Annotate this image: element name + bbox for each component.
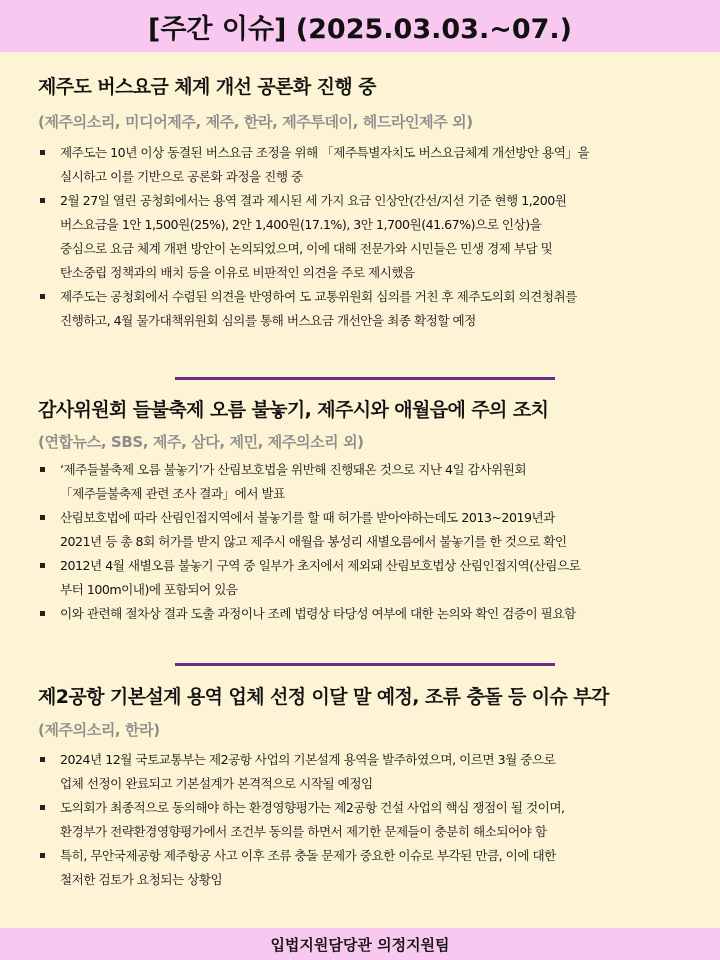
section-divider [175, 663, 555, 666]
footer-band [0, 928, 720, 960]
list-item: 도의회가 최종적으로 동의해야 하는 환경영향평가는 제2공항 건설 사업의 핵심 쟁점이 될 것이며, 환경부가 전략환경영향평가에서 조건부 동의를 하면서 제기한 문제들이 충분히 해소되어야 함 [38, 796, 698, 844]
section-3-bullets [38, 748, 698, 892]
list-item: 산림보호법에 따라 산림인접지역에서 불놓기를 할 때 허가를 받아야하는데도 2013~2019년과 2021년 등 총 8회 허가를 받지 않고 제주시 애월읍 봉성리 새별오름에서 불놓기를 한 것으로 확인 [38, 506, 698, 554]
section-3-source: (제주의소리, 한라) [38, 721, 160, 739]
section-3-title: 제2공항 기본설계 용역 업체 선정 이달 말 예정, 조류 충돌 등 이슈 부각 [38, 686, 609, 708]
list-item: 2월 27일 열린 공청회에서는 용역 결과 제시된 세 가지 요금 인상안(간선/지선 기준 현행 1,200원 버스요금을 1안 1,500원(25%), 2안 1,400원(17.1%), 3안 1,700원(41.67%)으로 인상)을 중심으로 요금 체계 개편 방안이 논의되었으며, 이에 대해 전문가와 시민들은 민생 경제 부담 및 탄소중립 정책과의 배치 등을 이유로 비판적인 의견을 주로 제시했음 [38, 189, 698, 285]
bullet-square-icon [40, 150, 45, 155]
bullet-square-icon [40, 611, 45, 616]
bullet-square-icon [40, 467, 45, 472]
section-2-bullets [38, 458, 698, 626]
bullet-square-icon [40, 853, 45, 858]
list-item: 2012년 4월 새별오름 불놓기 구역 중 일부가 초지에서 제외돼 산림보호법상 산림인접지역(산림으로 부터 100m이내)에 포함되어 있음 [38, 554, 698, 602]
bullet-square-icon [40, 563, 45, 568]
bullet-square-icon [40, 198, 45, 203]
page-title: [주간 이슈] (2025.03.03.~07.) [147, 13, 572, 45]
section-1-bullets [38, 141, 698, 333]
section-1-title: 제주도 버스요금 체계 개선 공론화 진행 중 [38, 76, 376, 98]
list-item: 제주도는 공청회에서 수렴된 의견을 반영하여 도 교통위원회 심의를 거친 후 제주도의회 의견청취를 진행하고, 4월 물가대책위원회 심의를 통해 버스요금 개선안을 최종 확정할 예정 [38, 285, 698, 333]
bullet-square-icon [40, 805, 45, 810]
bullet-square-icon [40, 515, 45, 520]
section-1-source: (제주의소리, 미디어제주, 제주, 한라, 제주투데이, 헤드라인제주 외) [38, 113, 473, 131]
section-2-source: (연합뉴스, SBS, 제주, 삼다, 제민, 제주의소리 외) [38, 433, 364, 451]
header-band [0, 0, 720, 52]
bullet-square-icon [40, 294, 45, 299]
bullet-square-icon [40, 757, 45, 762]
section-2-title: 감사위원회 들불축제 오름 불놓기, 제주시와 애월읍에 주의 조치 [38, 399, 549, 421]
list-item: 2024년 12월 국토교통부는 제2공항 사업의 기본설계 용역을 발주하였으며, 이르면 3월 중으로 업체 선정이 완료되고 기본설계가 본격적으로 시작될 예정임 [38, 748, 698, 796]
footer-text: 입법지원담당관 의정지원팀 [270, 935, 450, 954]
list-item: ‘제주들불축제 오름 불놓기’가 산림보호법을 위반해 진행돼온 것으로 지난 4일 감사위원회 「제주들불축제 관련 조사 결과」에서 발표 [38, 458, 698, 506]
list-item: 이와 관련해 절차상 결과 도출 과정이나 조례 법령상 타당성 여부에 대한 논의와 확인 검증이 필요함 [38, 602, 698, 626]
section-divider [175, 377, 555, 380]
list-item: 제주도는 10년 이상 동결된 버스요금 조정을 위해 「제주특별자치도 버스요금체계 개선방안 용역」을 실시하고 이를 기반으로 공론화 과정을 진행 중 [38, 141, 698, 189]
list-item: 특히, 무안국제공항 제주항공 사고 이후 조류 충돌 문제가 중요한 이슈로 부각된 만큼, 이에 대한 철저한 검토가 요청되는 상황임 [38, 844, 698, 892]
